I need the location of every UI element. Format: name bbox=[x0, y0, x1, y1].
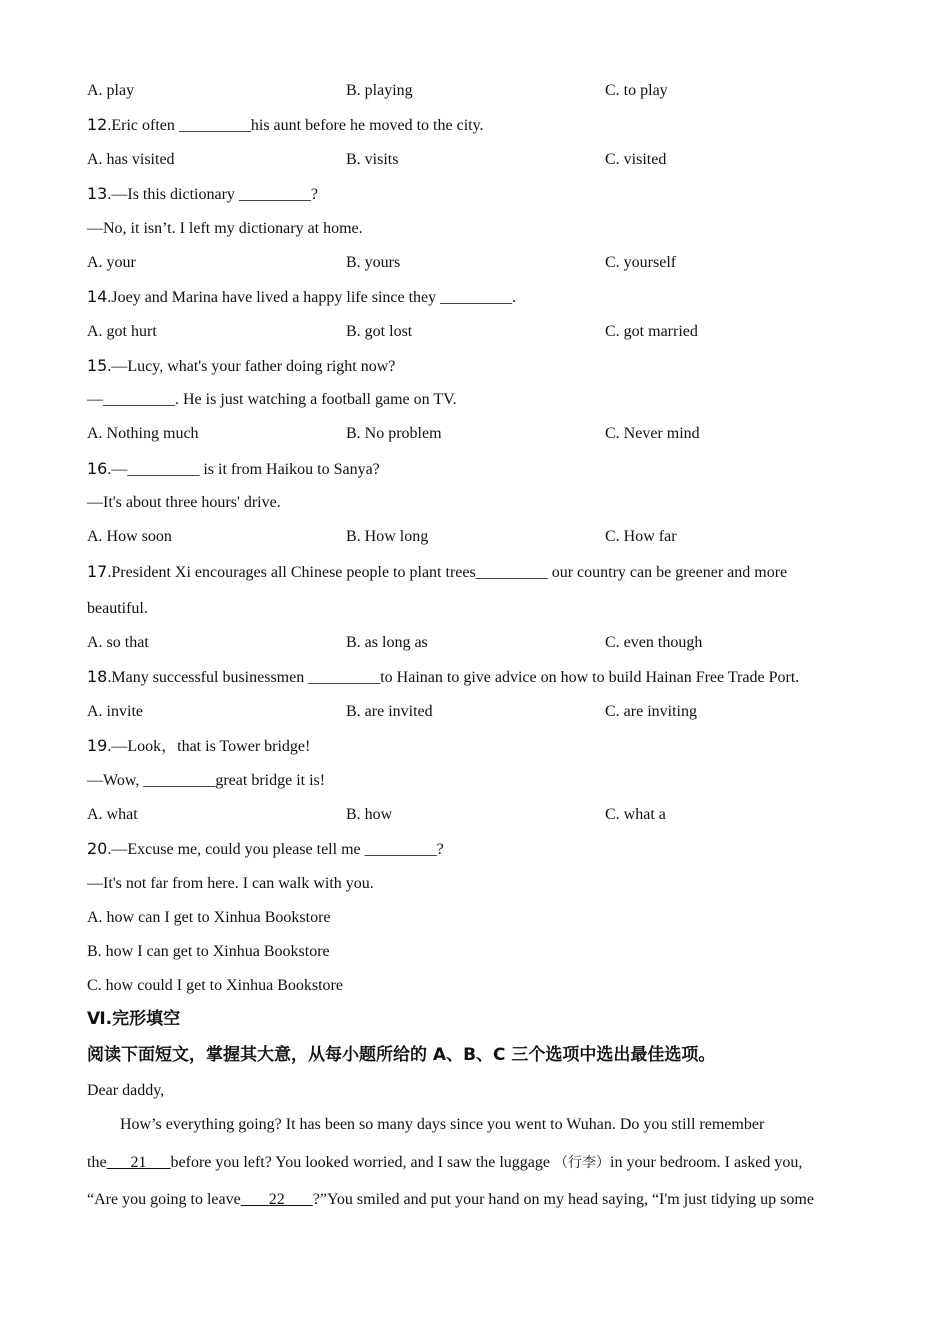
question-stem: .Joey and Marina have lived a happy life since they _________. bbox=[107, 289, 517, 306]
q20-dialogue-line: —It's not far from here. I can walk with you. bbox=[87, 875, 374, 892]
q16-option-b: B. How long bbox=[346, 528, 429, 545]
q15-dialogue-line: —_________. He is just watching a football game on TV. bbox=[87, 391, 457, 408]
q15-option-a: A. Nothing much bbox=[87, 425, 199, 442]
q12-option-a: A. has visited bbox=[87, 151, 175, 168]
chinese-gloss: （行李） bbox=[554, 1155, 610, 1171]
q20-stem-line bbox=[87, 839, 444, 860]
q17-option-b: B. as long as bbox=[346, 634, 428, 651]
q11-option-c: C. to play bbox=[605, 82, 668, 99]
q19-stem-line bbox=[87, 736, 310, 757]
letter-paragraph-line bbox=[87, 1190, 814, 1210]
q17-continuation-line: beautiful. bbox=[87, 600, 148, 617]
q12-option-c: C. visited bbox=[605, 151, 667, 168]
q18-stem-line bbox=[87, 667, 799, 688]
question-stem: .—Look，that is Tower bridge! bbox=[107, 738, 311, 755]
q13-stem-line bbox=[87, 184, 318, 205]
q13-option-b: B. yours bbox=[346, 254, 401, 271]
question-stem: .Many successful businessmen _________to Hainan to give advice on how to build Hainan Free Trade Port. bbox=[107, 669, 800, 686]
question-stem: .President Xi encourages all Chinese people to plant trees_________ our country can be greener and more bbox=[107, 564, 788, 581]
q20-option-a: A. how can I get to Xinhua Bookstore bbox=[87, 909, 331, 926]
section-title: Ⅵ.完形填空 bbox=[87, 1009, 181, 1029]
cloze-blank-number: 21 bbox=[130, 1154, 147, 1171]
q15-option-c: C. Never mind bbox=[605, 425, 700, 442]
q14-stem-line bbox=[87, 287, 516, 308]
q11-option-b: B. playing bbox=[346, 82, 413, 99]
question-stem: .Eric often _________his aunt before he moved to the city. bbox=[107, 117, 484, 134]
letter-text: “Are you going to leave bbox=[87, 1191, 241, 1208]
cloze-blank-22 bbox=[241, 1191, 313, 1208]
q17-stem-line bbox=[87, 562, 787, 583]
q18-option-a: A. invite bbox=[87, 703, 143, 720]
q17-option-c: C. even though bbox=[605, 634, 703, 651]
q11-option-a: A. play bbox=[87, 82, 135, 99]
question-number: 14 bbox=[87, 287, 108, 306]
question-stem: .—Lucy, what's your father doing right now? bbox=[107, 358, 396, 375]
cloze-blank-number: 22 bbox=[268, 1191, 285, 1208]
letter-paragraph-line bbox=[87, 1153, 802, 1173]
letter-greeting: Dear daddy, bbox=[87, 1082, 165, 1099]
q14-option-b: B. got lost bbox=[346, 323, 413, 340]
q14-option-c: C. got married bbox=[605, 323, 698, 340]
question-number: 15 bbox=[87, 356, 108, 375]
q18-option-b: B. are invited bbox=[346, 703, 433, 720]
q13-option-c: C. yourself bbox=[605, 254, 677, 271]
question-number: 13 bbox=[87, 184, 108, 203]
q12-option-b: B. visits bbox=[346, 151, 399, 168]
q20-option-c: C. how could I get to Xinhua Bookstore bbox=[87, 977, 343, 994]
q19-option-c: C. what a bbox=[605, 806, 666, 823]
question-stem: .—_________ is it from Haikou to Sanya? bbox=[107, 461, 380, 478]
letter-text: ?”You smiled and put your hand on my head saying, “I'm just tidying up some bbox=[312, 1191, 814, 1208]
question-number: 12 bbox=[87, 115, 108, 134]
section-instruction: 阅读下面短文，掌握其大意，从每小题所给的 A、B、C 三个选项中选出最佳选项。 bbox=[87, 1045, 716, 1065]
q19-dialogue-line: —Wow, _________great bridge it is! bbox=[87, 772, 326, 789]
q14-option-a: A. got hurt bbox=[87, 323, 157, 340]
letter-text: in your bedroom. I asked you, bbox=[610, 1154, 803, 1171]
q16-dialogue-line: —It's about three hours' drive. bbox=[87, 494, 281, 511]
q13-dialogue-line: —No, it isn’t. I left my dictionary at home. bbox=[87, 220, 363, 237]
question-number: 18 bbox=[87, 667, 108, 686]
q15-option-b: B. No problem bbox=[346, 425, 442, 442]
q19-option-a: A. what bbox=[87, 806, 138, 823]
question-number: 20 bbox=[87, 839, 108, 858]
q16-stem-line bbox=[87, 459, 380, 480]
question-stem: .—Excuse me, could you please tell me _________? bbox=[107, 841, 444, 858]
question-number: 17 bbox=[87, 562, 108, 581]
q18-option-c: C. are inviting bbox=[605, 703, 697, 720]
question-number: 19 bbox=[87, 736, 108, 755]
letter-text: before you left? You looked worried, and I saw the luggage bbox=[170, 1154, 550, 1171]
cloze-blank-21 bbox=[107, 1154, 171, 1171]
question-stem: .—Is this dictionary _________? bbox=[107, 186, 318, 203]
letter-text: the bbox=[87, 1154, 107, 1171]
q19-option-b: B. how bbox=[346, 806, 393, 823]
letter-paragraph-line: How’s everything going? It has been so many days since you went to Wuhan. Do you still remember bbox=[120, 1116, 765, 1133]
q12-stem-line bbox=[87, 115, 484, 136]
q20-option-b: B. how I can get to Xinhua Bookstore bbox=[87, 943, 330, 960]
q17-option-a: A. so that bbox=[87, 634, 149, 651]
q15-stem-line bbox=[87, 356, 395, 377]
question-number: 16 bbox=[87, 459, 108, 478]
q13-option-a: A. your bbox=[87, 254, 136, 271]
q16-option-a: A. How soon bbox=[87, 528, 172, 545]
q16-option-c: C. How far bbox=[605, 528, 677, 545]
